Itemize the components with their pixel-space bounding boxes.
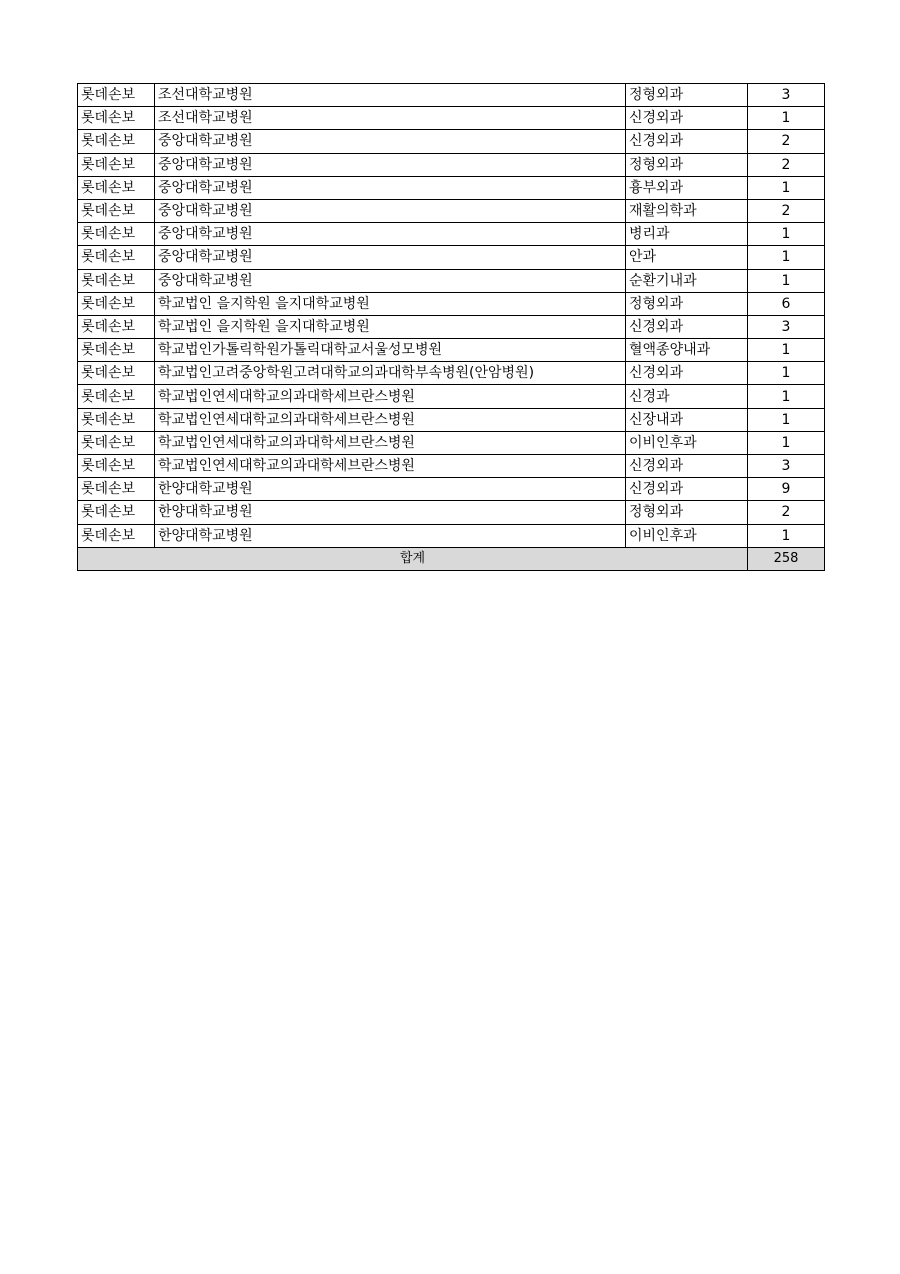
company-cell: 롯데손보 [78, 315, 155, 338]
hospital-cell: 조선대학교병원 [155, 84, 626, 107]
table-row [78, 478, 825, 501]
department-cell: 이비인후과 [626, 524, 748, 547]
company-cell: 롯데손보 [78, 269, 155, 292]
count-cell: 1 [748, 431, 825, 454]
department-cell: 정형외과 [626, 84, 748, 107]
company-cell: 롯데손보 [78, 524, 155, 547]
company-cell: 롯데손보 [78, 362, 155, 385]
hospital-cell: 중앙대학교병원 [155, 176, 626, 199]
table-row [78, 408, 825, 431]
count-cell: 3 [748, 84, 825, 107]
table-row [78, 153, 825, 176]
department-cell: 신장내과 [626, 408, 748, 431]
table-row [78, 524, 825, 547]
department-cell: 신경외과 [626, 130, 748, 153]
hospital-cell: 학교법인 을지학원 을지대학교병원 [155, 292, 626, 315]
table-row [78, 292, 825, 315]
company-cell: 롯데손보 [78, 455, 155, 478]
company-cell: 롯데손보 [78, 246, 155, 269]
department-cell: 신경외과 [626, 455, 748, 478]
table-row [78, 246, 825, 269]
table-row [78, 269, 825, 292]
count-cell: 1 [748, 408, 825, 431]
company-cell: 롯데손보 [78, 223, 155, 246]
department-cell: 병리과 [626, 223, 748, 246]
count-cell: 1 [748, 107, 825, 130]
hospital-cell: 한양대학교병원 [155, 524, 626, 547]
count-cell: 3 [748, 315, 825, 338]
hospital-cell: 조선대학교병원 [155, 107, 626, 130]
count-cell: 2 [748, 153, 825, 176]
hospital-cell: 학교법인연세대학교의과대학세브란스병원 [155, 431, 626, 454]
table-row [78, 431, 825, 454]
company-cell: 롯데손보 [78, 292, 155, 315]
company-cell: 롯데손보 [78, 501, 155, 524]
hospital-cell: 중앙대학교병원 [155, 269, 626, 292]
hospital-cell: 학교법인가톨릭학원가톨릭대학교서울성모병원 [155, 339, 626, 362]
count-cell: 9 [748, 478, 825, 501]
count-cell: 1 [748, 385, 825, 408]
department-cell: 신경외과 [626, 315, 748, 338]
count-cell: 1 [748, 339, 825, 362]
table-row [78, 84, 825, 107]
department-cell: 혈액종양내과 [626, 339, 748, 362]
company-cell: 롯데손보 [78, 199, 155, 222]
company-cell: 롯데손보 [78, 153, 155, 176]
count-cell: 2 [748, 199, 825, 222]
table-row [78, 223, 825, 246]
department-cell: 정형외과 [626, 501, 748, 524]
department-cell: 정형외과 [626, 153, 748, 176]
department-cell: 안과 [626, 246, 748, 269]
company-cell: 롯데손보 [78, 339, 155, 362]
count-cell: 1 [748, 246, 825, 269]
company-cell: 롯데손보 [78, 385, 155, 408]
total-row [78, 547, 825, 570]
company-cell: 롯데손보 [78, 107, 155, 130]
hospital-cell: 학교법인고려중앙학원고려대학교의과대학부속병원(안암병원) [155, 362, 626, 385]
department-cell: 신경외과 [626, 478, 748, 501]
table-row [78, 455, 825, 478]
hospital-cell: 한양대학교병원 [155, 501, 626, 524]
count-cell: 1 [748, 524, 825, 547]
count-cell: 3 [748, 455, 825, 478]
table-row [78, 199, 825, 222]
claims-table [77, 83, 825, 571]
hospital-cell: 중앙대학교병원 [155, 246, 626, 269]
total-label: 합계 [78, 547, 748, 570]
department-cell: 이비인후과 [626, 431, 748, 454]
table-row [78, 130, 825, 153]
company-cell: 롯데손보 [78, 84, 155, 107]
department-cell: 신경외과 [626, 107, 748, 130]
hospital-cell: 한양대학교병원 [155, 478, 626, 501]
company-cell: 롯데손보 [78, 431, 155, 454]
company-cell: 롯데손보 [78, 478, 155, 501]
hospital-cell: 학교법인연세대학교의과대학세브란스병원 [155, 385, 626, 408]
table-row [78, 107, 825, 130]
company-cell: 롯데손보 [78, 130, 155, 153]
count-cell: 2 [748, 501, 825, 524]
department-cell: 재활의학과 [626, 199, 748, 222]
department-cell: 정형외과 [626, 292, 748, 315]
department-cell: 흉부외과 [626, 176, 748, 199]
count-cell: 1 [748, 223, 825, 246]
hospital-cell: 중앙대학교병원 [155, 130, 626, 153]
table-row [78, 385, 825, 408]
count-cell: 6 [748, 292, 825, 315]
table-row [78, 339, 825, 362]
table-row [78, 501, 825, 524]
company-cell: 롯데손보 [78, 408, 155, 431]
table-body [78, 84, 825, 571]
count-cell: 1 [748, 176, 825, 199]
hospital-cell: 중앙대학교병원 [155, 199, 626, 222]
table-row [78, 362, 825, 385]
total-value: 258 [748, 547, 825, 570]
count-cell: 2 [748, 130, 825, 153]
hospital-cell: 중앙대학교병원 [155, 223, 626, 246]
table-row [78, 176, 825, 199]
hospital-cell: 중앙대학교병원 [155, 153, 626, 176]
hospital-cell: 학교법인 을지학원 을지대학교병원 [155, 315, 626, 338]
hospital-cell: 학교법인연세대학교의과대학세브란스병원 [155, 408, 626, 431]
hospital-cell: 학교법인연세대학교의과대학세브란스병원 [155, 455, 626, 478]
department-cell: 순환기내과 [626, 269, 748, 292]
department-cell: 신경외과 [626, 362, 748, 385]
count-cell: 1 [748, 362, 825, 385]
table-row [78, 315, 825, 338]
count-cell: 1 [748, 269, 825, 292]
company-cell: 롯데손보 [78, 176, 155, 199]
department-cell: 신경과 [626, 385, 748, 408]
